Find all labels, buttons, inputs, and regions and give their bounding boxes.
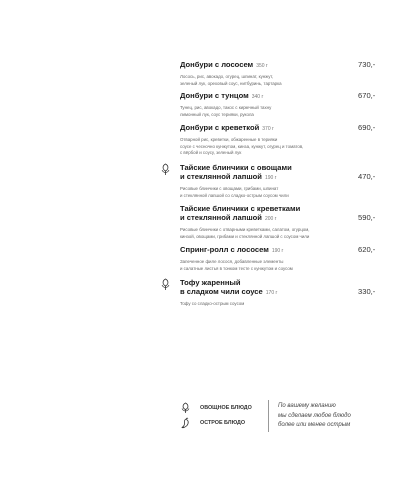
legend — [180, 402, 400, 432]
menu-item-price: 690,- — [358, 123, 376, 132]
vegetarian-icon — [160, 278, 171, 291]
legend-spicy — [180, 417, 280, 429]
menu-item-shrimp-donburi — [180, 123, 380, 157]
menu-item-title: Донбури с тунцом 340 г — [180, 91, 264, 100]
menu-item-weight: 370 г — [262, 126, 274, 132]
menu-item-salmon-donburi — [180, 60, 380, 87]
menu-item-price: 670,- — [358, 91, 376, 100]
menu-item-weight: 170 г — [265, 290, 278, 296]
menu-item-description: Рисовые блинчики с отварными креветками, салатом, огурцом, кинзой, овощами, грибами и стеклянной лапшой с соусом чили — [180, 227, 310, 239]
menu-item-description: Рисовые блинчики с овощами, грибами, шпинат и стеклянной лапшой со сладко-острым соусом чили — [180, 186, 289, 198]
menu-item-title: Тофу жаренный — [180, 278, 241, 287]
menu-item-weight: 190 г — [271, 248, 284, 254]
legend-vegetarian-label: ОВОЩНОЕ БЛЮДО — [200, 405, 252, 411]
menu-item-title-line2: и стеклянной лапшой 200 г — [180, 213, 277, 222]
menu-item-description: Запеченное филе лосося, добавленные элементы и салатные листья в тонком тесте с кунжутом и соусом — [180, 259, 293, 271]
menu-item-weight: 350 г — [256, 63, 268, 69]
legend-spicy-label: ОСТРОЕ БЛЮДО — [200, 420, 246, 426]
menu-item-description: Отварной рис, креветки, обжаренные в терияки соусе с чесночно кунжутом, кинза, кунжут, огурец и томатов, с вёрбой и соусу, зеленый лук — [180, 137, 304, 156]
legend-note: По вашему желанию мы сделаем любое блюдо более или менее острым — [278, 403, 351, 428]
menu-item-title-line2: и стеклянной лапшой 190 г — [180, 172, 277, 181]
menu-item-weight: 340 г — [251, 94, 264, 100]
menu-item-spring-roll-salmon — [180, 245, 380, 272]
menu-item-title: Тайские блинчики с креветками — [180, 204, 301, 213]
menu-item-description: Тунец, рис, авокадо, такос с кирмчный тахну лимонный лук, соус терияки, рукола — [180, 105, 272, 117]
menu-item-price: 620,- — [358, 245, 376, 254]
legend-vegetarian — [180, 402, 280, 414]
menu-item-title-line2: в сладком чили соусе 170 г — [180, 287, 278, 296]
chili-pepper-icon — [180, 417, 191, 429]
menu-item-price: 730,- — [358, 60, 376, 69]
menu-item-weight: 200 г — [264, 216, 277, 222]
menu-item-weight: 190 г — [264, 175, 277, 181]
menu-item-thai-rolls-shrimp — [180, 204, 380, 240]
menu-item-thai-rolls-vegetables — [180, 163, 380, 199]
menu-item-title: Донбури с креветкой 370 г — [180, 123, 274, 132]
menu-item-title: Тайские блинчики с овощами — [180, 163, 292, 172]
menu-item-price: 470,- — [358, 172, 376, 181]
menu-item-fried-tofu — [180, 278, 380, 308]
menu-item-description: Лосось, рис, авокадо, огурец, шпинат, кунжут, зеленый лук, ореховый соус, нитбуринь, тартарка — [180, 74, 282, 86]
menu-item-title: Спринг-ролл с лососем 190 г — [180, 245, 284, 254]
menu-item-title: Донбури с лососем 350 г — [180, 60, 268, 69]
vegetarian-icon — [160, 163, 171, 176]
menu-item-tuna-donburi — [180, 91, 380, 118]
menu-item-description: Тофу со сладко-острым соусом — [180, 301, 245, 306]
menu-item-price: 590,- — [358, 213, 376, 222]
vegetarian-icon — [180, 402, 191, 414]
menu-item-price: 330,- — [358, 287, 376, 296]
legend-divider — [268, 400, 269, 432]
